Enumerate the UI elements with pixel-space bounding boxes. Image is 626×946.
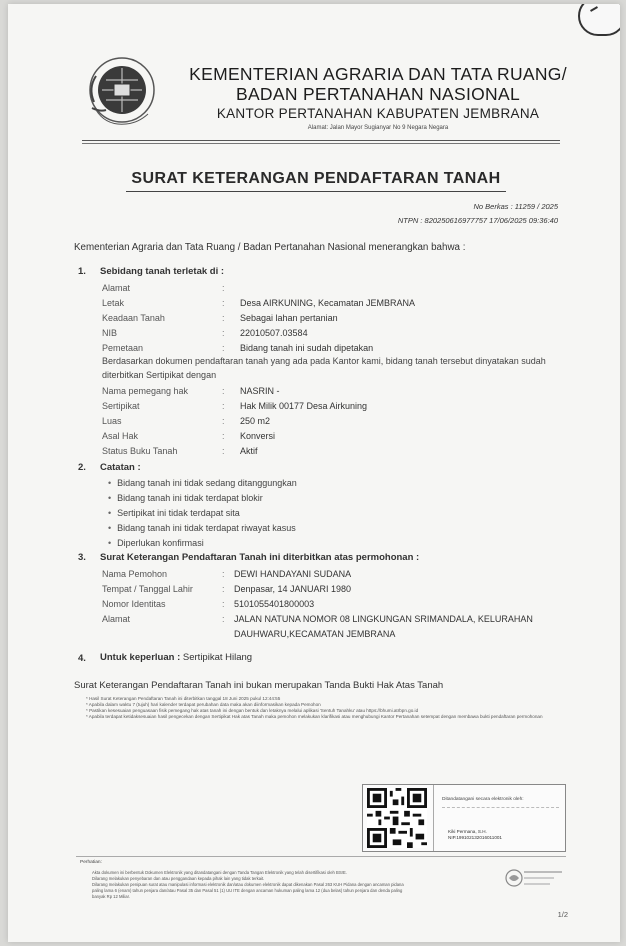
kv-value: 5101055401800003 <box>234 599 315 609</box>
kv-label: Pemetaan <box>102 343 144 353</box>
signer <box>448 829 502 841</box>
bottom-note: banyak Rp 12 Miliar. <box>92 894 130 899</box>
kv-colon: : <box>222 446 225 456</box>
signer-nip: NIP.199102132016011001 <box>448 835 502 840</box>
ntpn: NTPN : 820250616977757 17/06/2025 09:36:40 <box>397 216 558 225</box>
kv-value: Konversi <box>240 431 276 441</box>
kv-label: Nama Pemohon <box>102 569 168 579</box>
page-number: 1/2 <box>557 910 568 919</box>
footnote-item: * Apabila dalam waktu 7 (tujuh) hari kalender terdapat perubahan data maka akan diinformasikan kepada Pemohon <box>86 702 321 707</box>
kv-value: Hak Milik 00177 Desa Airkuning <box>240 401 368 411</box>
section1-paragraph: Berdasarkan dokumen pendaftaran tanah yang ada pada Kantor kami, bidang tanah tersebut dinyatakan sudah diterbitkan Sertipikat dengan <box>102 356 546 380</box>
kv-label: Alamat <box>102 283 131 293</box>
list-item: • Sertipikat ini tidak terdapat sita <box>108 506 297 521</box>
document-page <box>8 4 620 942</box>
section3-title: Surat Keterangan Pendaftaran Tanah ini diterbitkan atas permohonan : <box>100 552 420 563</box>
footnote-item: * Apabila terdapat ketidaksesuaian hasil pengecekan dengan Sertipikat Hak atas Tanah maka pemohon melakukan klarifikasi atau menghubungi Kantor Pertanahan setempat dengan membawa bukti pendaftaran permohonan <box>86 714 543 719</box>
kv-colon: : <box>222 401 225 411</box>
bsre-logo-icon <box>504 866 566 890</box>
kv-label: Status Buku Tanah <box>102 446 178 456</box>
header-rule-thin <box>82 143 560 144</box>
ministry-line2: BADAN PERTANAHAN NASIONAL <box>235 84 520 104</box>
kv-value: Bidang tanah ini sudah dipetakan <box>240 343 374 353</box>
kv-label: Nama pemegang hak <box>102 386 189 396</box>
kv-colon: : <box>222 313 225 323</box>
berkas-info <box>398 200 558 228</box>
bottom-notes <box>92 870 512 900</box>
intro-text: Kementerian Agraria dan Tata Ruang / Badan Pertanahan Nasional menerangkan bahwa : <box>74 242 466 253</box>
kv-value: DAUHWARU,KECAMATAN JEMBRANA <box>234 629 396 639</box>
section2-title: Catatan : <box>100 462 141 473</box>
bottom-note: paling lama 6 (enam) tahun penjara dan/atau Pasal 35 dan Pasal 51 (1) UU ITE dengan ancaman hukuman paling lama 12 (dua belas) tahun penjara dan denda paling <box>92 888 403 893</box>
section3-number: 3. <box>78 552 86 563</box>
kv-label: Asal Hak <box>102 431 139 441</box>
qr-code-icon[interactable] <box>367 788 427 848</box>
kv-label: Sertipikat <box>102 401 140 411</box>
kv-colon: : <box>222 386 225 396</box>
kv-colon: : <box>222 283 225 293</box>
kv-label: NIB <box>102 328 118 338</box>
kv-value: JALAN NATUNA NOMOR 08 LINGKUNGAN SRIMANDALA, KELURAHAN <box>234 614 533 624</box>
bottom-note: Dilarang melakukan penyebaran dan atau penggandaan kepada pihak lain yang tidak terkait. <box>92 876 265 881</box>
kv-value: DEWI HANDAYANI SUDANA <box>234 569 352 579</box>
kv-label: Keadaan Tanah <box>102 313 165 323</box>
kv-colon: : <box>222 343 225 353</box>
kv-colon: : <box>222 569 225 579</box>
bpn-logo-icon <box>80 50 164 134</box>
header-rule <box>82 140 560 141</box>
list-item: • Bidang tanah ini tidak terdapat blokir <box>108 491 297 506</box>
kv-colon: : <box>222 584 225 594</box>
kv-value: Aktif <box>240 446 258 456</box>
kv-label: Tempat / Tanggal Lahir <box>102 584 193 594</box>
kv-colon: : <box>222 416 225 426</box>
kv-value: 22010507.03584 <box>240 328 308 338</box>
section2-number: 2. <box>78 462 86 473</box>
section1-title: Sebidang tanah terletak di : <box>100 266 225 277</box>
letterhead <box>180 64 576 131</box>
disclaimer: Surat Keterangan Pendaftaran Tanah ini bukan merupakan Tanda Bukti Hak Atas Tanah <box>74 680 444 691</box>
list-item: • Diperlukan konfirmasi <box>108 536 297 551</box>
signer-name: Kiki Permana, S.H. <box>448 829 487 834</box>
section4-value: Sertipikat Hilang <box>182 652 253 663</box>
office-address: Alamat: Jalan Mayor Sugianyar No 9 Negara Negara <box>307 125 449 131</box>
kv-value: Sebagai lahan pertanian <box>240 313 338 323</box>
section4-title: Untuk keperluan : <box>100 652 181 663</box>
footnotes <box>86 696 566 720</box>
kv-value: NASRIN - <box>240 386 280 396</box>
kv-value: 250 m2 <box>240 416 271 426</box>
e-signature-box <box>362 784 566 852</box>
notes-list <box>108 476 297 551</box>
kv-colon: : <box>222 431 225 441</box>
office-name: KANTOR PERTANAHAN KABUPATEN JEMBRANA <box>216 106 540 121</box>
kv-label: Luas <box>102 416 122 426</box>
kv-value: Desa AIRKUNING, Kecamatan JEMBRANA <box>240 298 416 308</box>
section4-number: 4. <box>78 653 86 664</box>
kv-label: Nomor Identitas <box>102 599 166 609</box>
kv-colon: : <box>222 599 225 609</box>
footnote-item: * Pastikan kesesuaian penguasaan fisik pemegang hak atas tanah ini dengan bentuk dan letaknya melalui aplikasi 'Sentuh Tanahku' atau https://bhumi.atrbpn.go.id <box>86 708 419 713</box>
title-underline <box>126 191 506 192</box>
signature-caption: Ditandatangani secara elektronik oleh: <box>442 797 524 802</box>
bottom-note: Dilarang melakukan penipuan surat atau manipulasi informasi elektronik dan/atau dokumen elektronik dapat dikenakan Pasal 263 KUH Pidana dengan ancaman pidana <box>92 882 404 887</box>
ministry-line1: KEMENTERIAN AGRARIA DAN TATA RUANG/ <box>189 64 567 84</box>
kv-colon: : <box>222 614 225 624</box>
list-item: • Bidang tanah ini tidak sedang ditanggungkan <box>108 476 297 491</box>
bottom-rule <box>76 856 566 857</box>
corner-tab[interactable] <box>578 4 620 36</box>
kv-value: Denpasar, 14 JANUARI 1980 <box>234 584 352 594</box>
kv-label: Letak <box>102 298 125 308</box>
signature-divider <box>442 807 559 808</box>
kv-colon: : <box>222 298 225 308</box>
signature-info <box>433 785 565 851</box>
bottom-note: Akta dokumen ini berbentuk Dokumen Elektronik yang ditandatangani dengan Tanda Tangan Elektronik yang telah disertifikasi oleh BSrE. <box>92 870 347 875</box>
section4-line <box>100 652 252 663</box>
section1-number: 1. <box>78 266 86 277</box>
kv-colon: : <box>222 328 225 338</box>
no-berkas: No Berkas : 11259 / 2025 <box>473 202 558 211</box>
perhatian-label: Perhatian: <box>80 860 102 865</box>
kv-label: Alamat <box>102 614 131 624</box>
list-item: • Bidang tanah ini tidak terdapat riwayat kasus <box>108 521 297 536</box>
footnote-item: * Hasil Surat Keterangan Pendaftaran Tanah ini diterbitkan tanggal 18 Juni 2025 pukul 12:44:55 <box>86 696 281 701</box>
document-title: SURAT KETERANGAN PENDAFTARAN TANAH <box>131 170 501 187</box>
